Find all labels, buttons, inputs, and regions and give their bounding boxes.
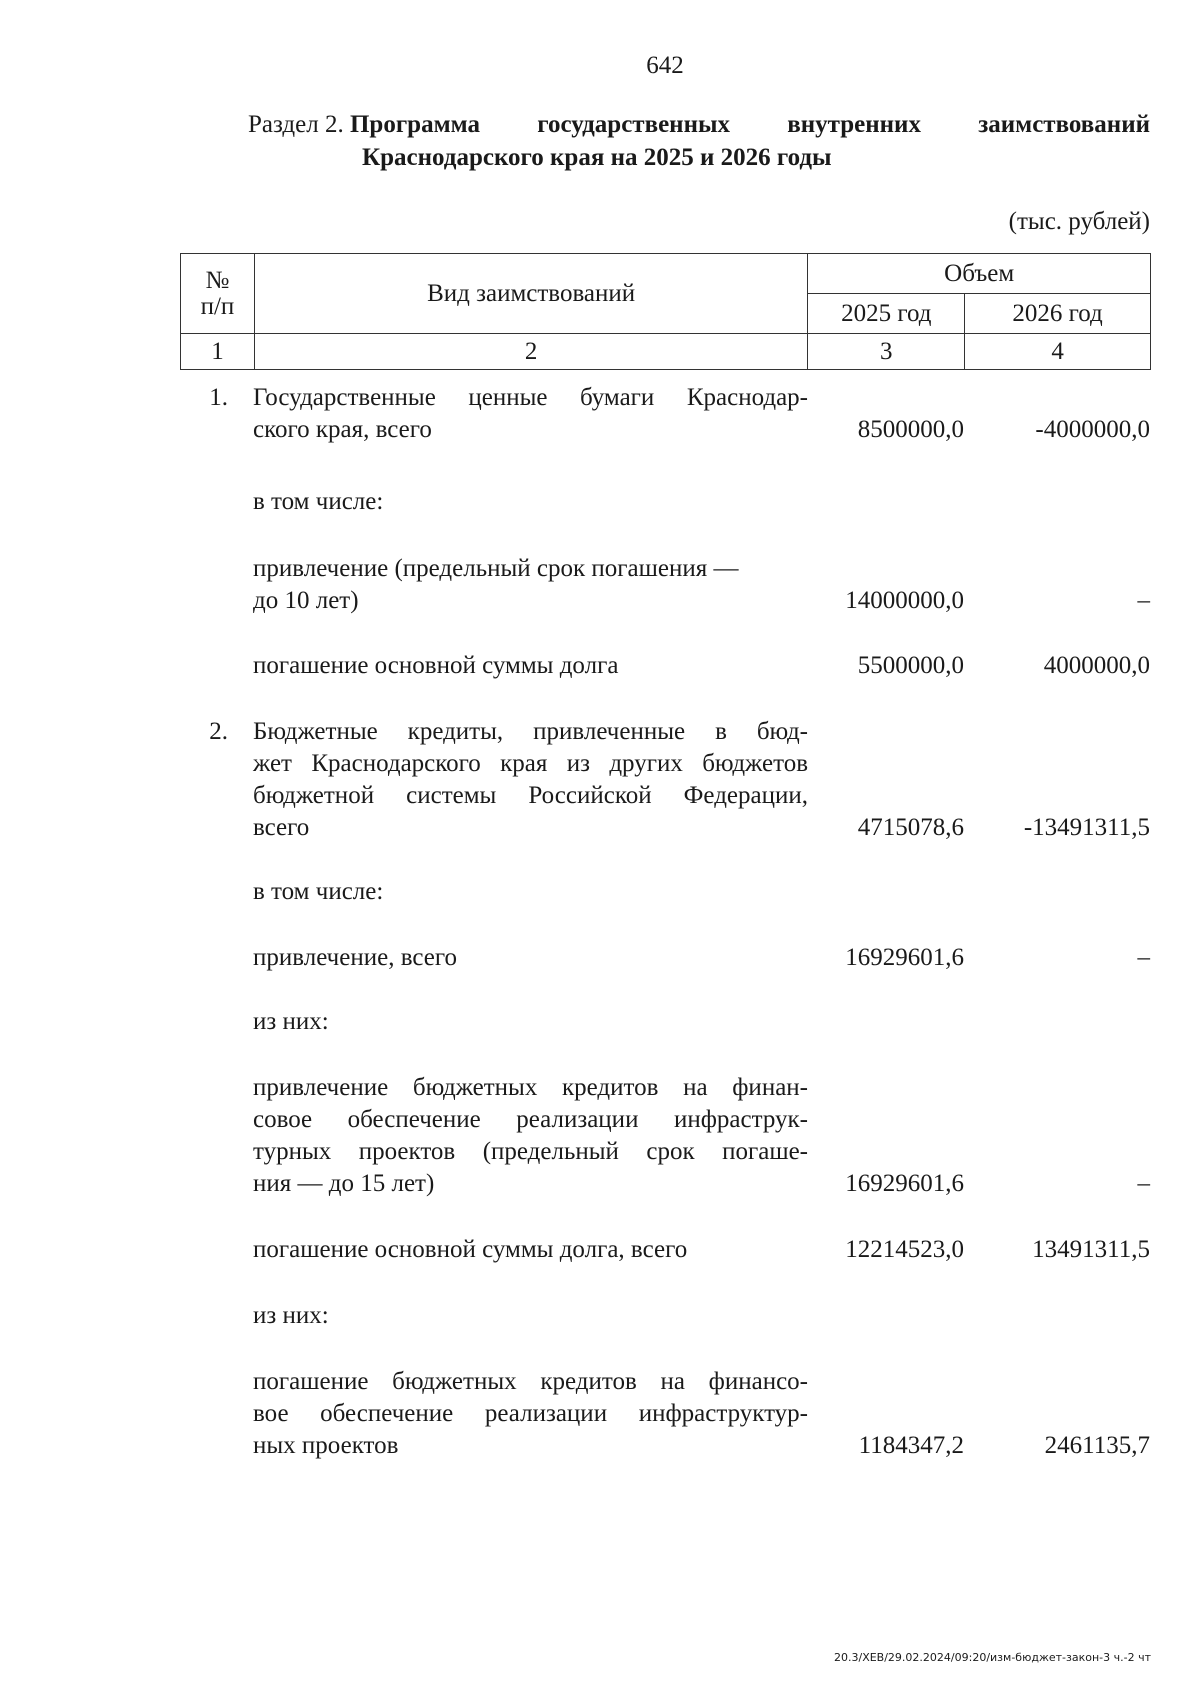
header-number-sign: № (205, 266, 230, 294)
text-line: совое обеспечение реализации инфраструк- (253, 1106, 808, 1133)
row-value-2026: -13491311,5 (1023, 814, 1150, 841)
text-line: привлечение бюджетных кредитов на финан- (253, 1074, 808, 1101)
row-value-2025: 16929601,6 (845, 1170, 964, 1197)
header-year-2026: 2026 год (965, 294, 1151, 334)
text-line: турных проектов (предельный срок погаше- (253, 1138, 808, 1165)
text-line: до 10 лет) (253, 587, 359, 614)
row-value-2025: 12214523,0 (845, 1236, 964, 1263)
col-number-4: 4 (965, 334, 1151, 370)
text-line: погашение бюджетных кредитов на финансо- (253, 1368, 808, 1395)
row-number: 1. (209, 384, 228, 411)
row-value-2025: 1184347,2 (858, 1432, 964, 1459)
row-text (253, 553, 808, 617)
title-word-1: Программа (349, 111, 480, 138)
col-number-3: 3 (808, 334, 965, 370)
row-value-2026: – (1137, 587, 1150, 614)
row-value-2026: 2461135,7 (1044, 1432, 1150, 1459)
row-text: привлечение, всего (253, 944, 457, 971)
col-number-2: 2 (254, 334, 807, 370)
row-text: в том числе: (253, 488, 384, 515)
text-line: ных проектов (253, 1432, 399, 1459)
title-word-3: внутренних (787, 111, 921, 138)
row-value-2025: 16929601,6 (845, 944, 964, 971)
row-value-2026: 13491311,5 (1032, 1236, 1150, 1263)
text-line: Государственные ценные бумаги Краснодар- (253, 384, 808, 411)
text-line: Бюджетные кредиты, привлеченные в бюд- (253, 718, 808, 745)
row-text: погашение основной суммы долга (253, 652, 619, 679)
header-year-2025: 2025 год (808, 294, 965, 334)
row-text: погашение основной суммы долга, всего (253, 1236, 688, 1263)
row-value-2026: – (1137, 944, 1150, 971)
text-line: бюджетной системы Российской Федерации, (253, 782, 808, 809)
units-note: (тыс. рублей) (1008, 208, 1150, 235)
footer-stamp: 20.3/ХЕВ/29.02.2024/09:20/изм-бюджет-закон-3 ч.-2 чт (834, 1651, 1151, 1664)
title-word-4: заимствований (978, 111, 1150, 138)
col-number-1: 1 (181, 334, 255, 370)
text-line: ского края, всего (253, 416, 432, 443)
text-line: ния — до 15 лет) (253, 1170, 435, 1197)
text-line: привлечение (предельный срок погашения — (253, 555, 739, 582)
text-line: всего (253, 814, 310, 841)
row-text: из них: (253, 1302, 329, 1329)
row-text: в том числе: (253, 878, 384, 905)
header-kind: Вид заимствований (254, 254, 807, 334)
row-number: 2. (209, 718, 228, 745)
row-value-2025: 8500000,0 (857, 416, 964, 443)
row-text (253, 1366, 808, 1462)
row-text (253, 1072, 808, 1200)
header-volume: Объем (808, 254, 1151, 294)
row-value-2026: -4000000,0 (1035, 416, 1150, 443)
text-line: вое обеспечение реализации инфраструктур- (253, 1400, 808, 1427)
section-prefix: Раздел 2. (248, 111, 344, 138)
title-word-2: государственных (537, 111, 730, 138)
title-line-2: Краснодарского края на 2025 и 2026 годы (362, 144, 832, 171)
row-value-2025: 5500000,0 (857, 652, 964, 679)
row-text (253, 716, 808, 844)
row-value-2025: 4715078,6 (857, 814, 964, 841)
row-value-2026: – (1137, 1170, 1150, 1197)
row-text: из них: (253, 1008, 329, 1035)
header-number-abbr: п/п (200, 292, 235, 320)
row-text (253, 382, 808, 446)
row-value-2026: 4000000,0 (1043, 652, 1150, 679)
text-line: жет Краснодарского края из других бюджетов (253, 750, 808, 777)
row-value-2025: 14000000,0 (845, 587, 964, 614)
page-number: 642 (646, 52, 684, 79)
